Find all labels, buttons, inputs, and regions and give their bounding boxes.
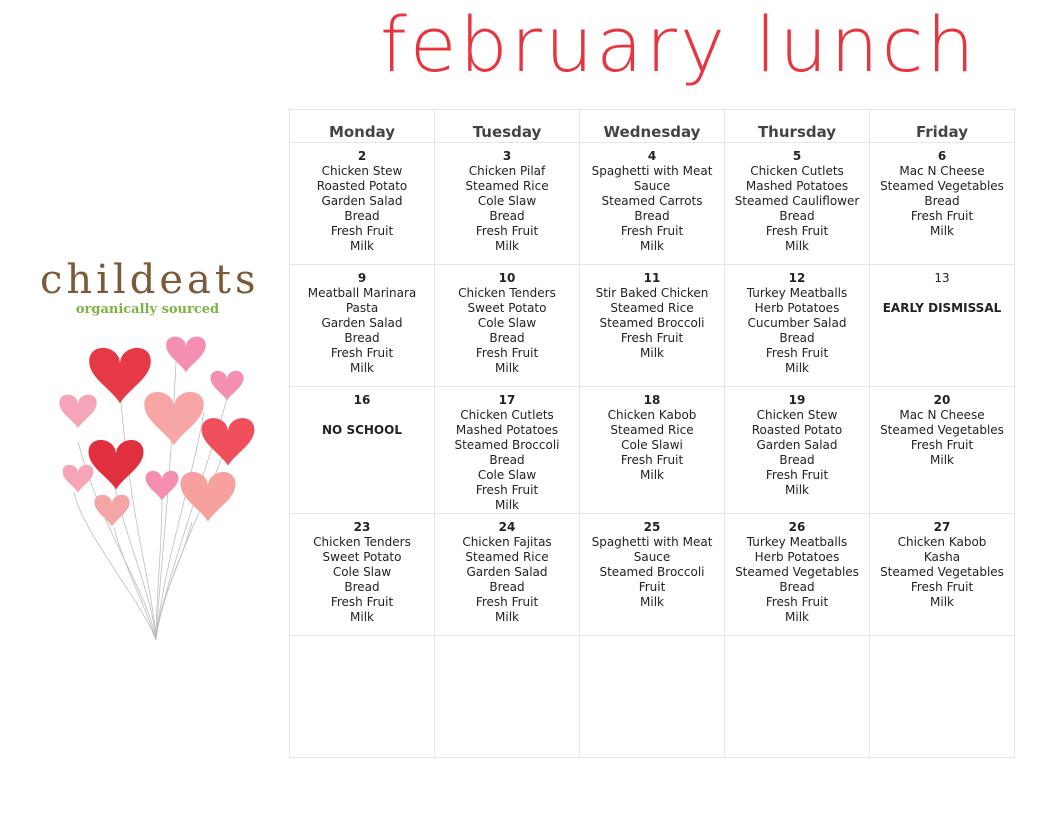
day-header-wednesday: Wednesday [580,110,725,143]
menu-item: Fresh Fruit [475,224,539,238]
day-cell [870,636,1015,758]
heart-balloon-group [59,337,254,527]
menu-item: Bread [489,580,525,594]
day-cell [435,636,580,758]
page-title: february lunch [380,0,978,89]
menu-item: Fresh Fruit [620,453,684,467]
day-cell [435,387,580,514]
menu-item: Milk [495,498,519,512]
day-number: 4 [647,149,657,163]
menu-item: Cole Slaw [477,468,537,482]
menu-item: Bread [344,209,380,223]
brand-tagline: organically sourced [75,302,220,317]
menu-item: Steamed Broccoli [454,438,560,452]
menu-item: Spaghetti with Meat [591,535,713,549]
menu-item: Fresh Fruit [765,224,829,238]
menu-item: Chicken Fajitas [462,535,552,549]
menu-item: Bread [779,331,815,345]
menu-item: Steamed Carrots [601,194,703,208]
day-number: 3 [502,149,512,163]
day-cell [870,143,1015,265]
menu-item: Steamed Vegetables [880,565,1004,579]
menu-item: Sauce [633,179,671,193]
day-number: 12 [788,271,806,285]
menu-item: Chicken Stew [756,408,838,422]
day-cell [870,514,1015,636]
menu-item: Roasted Potato [751,423,843,437]
menu-item: Fresh Fruit [765,595,829,609]
calendar-week-row [290,387,1015,514]
menu-item: Steamed Rice [465,550,549,564]
menu-item: Fresh Fruit [330,595,394,609]
day-number: 16 [353,393,371,407]
menu-item: Milk [350,239,374,253]
menu-item: Sauce [633,550,671,564]
day-cell [725,514,870,636]
day-number: 18 [643,393,661,407]
menu-item: Roasted Potato [316,179,408,193]
menu-item: Cole Slaw [477,194,537,208]
day-cell [580,636,725,758]
menu-item: Milk [930,595,954,609]
calendar-week-row [290,514,1015,636]
day-cell [435,265,580,387]
day-cell [290,143,435,265]
menu-item: Steamed Rice [610,423,694,437]
menu-item: Steamed Broccoli [599,316,705,330]
menu-item: Bread [489,453,525,467]
menu-item: Milk [785,610,809,624]
menu-item: Milk [350,610,374,624]
calendar-header-row [290,110,1015,143]
menu-item: Fresh Fruit [765,468,829,482]
calendar-week-row [290,143,1015,265]
day-cell [870,387,1015,514]
day-number: 24 [498,520,516,534]
day-cell [580,143,725,265]
day-number: 26 [788,520,806,534]
menu-item: Fresh Fruit [620,224,684,238]
day-cell [580,265,725,387]
day-cell [580,514,725,636]
menu-item: Bread [344,580,380,594]
brand-name: childeats [40,257,260,303]
menu-item: Milk [785,239,809,253]
menu-item: Chicken Kabob [897,535,987,549]
day-number: 10 [498,271,516,285]
menu-item: Fresh Fruit [475,595,539,609]
menu-item: Bread [344,331,380,345]
menu-item: Garden Salad [756,438,838,452]
menu-item: Meatball Marinara [307,286,417,300]
lunch-calendar [289,109,1015,758]
menu-item: Garden Salad [321,194,403,208]
menu-item: Chicken Tenders [313,535,411,549]
menu-item: Chicken Kabob [607,408,697,422]
menu-item: Garden Salad [321,316,403,330]
menu-item: Fresh Fruit [765,346,829,360]
day-number: 5 [792,149,802,163]
day-header-monday: Monday [290,110,435,143]
day-cell [290,265,435,387]
menu-item: Milk [495,361,519,375]
day-number: 13 [934,271,950,285]
day-cell [725,143,870,265]
day-number: 9 [357,271,367,285]
menu-item: Fresh Fruit [330,224,394,238]
menu-item: Milk [640,468,664,482]
menu-item: Fresh Fruit [910,580,974,594]
menu-item: Bread [489,331,525,345]
day-note: EARLY DISMISSAL [882,301,1002,315]
menu-item: Fresh Fruit [330,346,394,360]
day-cell [435,143,580,265]
menu-item: Spaghetti with Meat [591,164,713,178]
menu-item: Milk [640,595,664,609]
day-cell [435,514,580,636]
menu-item: Bread [779,580,815,594]
menu-item: Bread [634,209,670,223]
menu-item: Garden Salad [466,565,548,579]
calendar-week-row [290,636,1015,758]
day-cell [290,636,435,758]
day-number: 20 [933,393,951,407]
heart-balloons-illustration [52,332,267,647]
menu-item: Milk [495,239,519,253]
menu-item: Milk [640,346,664,360]
menu-item: Fruit [638,580,666,594]
menu-item: Turkey Meatballs [746,286,848,300]
day-cell [290,514,435,636]
day-number: 19 [788,393,806,407]
menu-item: Milk [930,453,954,467]
calendar-body [290,143,1015,758]
menu-item: Milk [785,483,809,497]
menu-item: Sweet Potato [467,301,547,315]
day-cell [725,636,870,758]
brand-logo [40,257,260,318]
menu-item: Fresh Fruit [475,346,539,360]
menu-item: Steamed Vegetables [880,423,1004,437]
day-cell [580,387,725,514]
day-number: 6 [937,149,947,163]
day-number: 2 [357,149,367,163]
menu-item: Bread [779,209,815,223]
menu-item: Steamed Broccoli [599,565,705,579]
menu-item: Turkey Meatballs [746,535,848,549]
menu-item: Milk [495,610,519,624]
menu-item: Cole Slaw [477,316,537,330]
menu-item: Milk [930,224,954,238]
menu-item: Bread [489,209,525,223]
day-number: 23 [353,520,371,534]
day-number: 11 [643,271,661,285]
day-header-friday: Friday [870,110,1015,143]
menu-item: Cucumber Salad [747,316,847,330]
menu-item: Kasha [923,550,961,564]
menu-item: Cole Slaw [332,565,392,579]
menu-item: Steamed Rice [610,301,694,315]
menu-item: Steamed Vegetables [735,565,859,579]
menu-item: Milk [350,361,374,375]
menu-item: Fresh Fruit [620,331,684,345]
day-header-thursday: Thursday [725,110,870,143]
menu-item: Steamed Rice [465,179,549,193]
day-header-tuesday: Tuesday [435,110,580,143]
menu-item: Fresh Fruit [475,483,539,497]
menu-item: Chicken Pilaf [468,164,546,178]
menu-item: Chicken Stew [321,164,403,178]
menu-item: Mashed Potatoes [745,179,849,193]
day-cell [725,265,870,387]
menu-item: Pasta [345,301,379,315]
menu-item: Milk [640,239,664,253]
menu-item: Cole Slawi [621,438,683,452]
day-note: NO SCHOOL [322,423,402,437]
menu-item: Bread [779,453,815,467]
day-number: 25 [643,520,661,534]
menu-item: Chicken Cutlets [750,164,844,178]
menu-item: Mac N Cheese [899,164,985,178]
menu-item: Sweet Potato [322,550,402,564]
menu-item: Steamed Cauliflower [734,194,860,208]
day-cell [290,387,435,514]
menu-item: Steamed Vegetables [880,179,1004,193]
day-cell [870,265,1015,387]
menu-item: Fresh Fruit [910,209,974,223]
day-number: 27 [933,520,951,534]
menu-item: Chicken Tenders [458,286,556,300]
day-cell [725,387,870,514]
menu-item: Chicken Cutlets [460,408,554,422]
menu-item: Fresh Fruit [910,438,974,452]
menu-item: Milk [785,361,809,375]
menu-item: Mac N Cheese [899,408,985,422]
menu-item: Stir Baked Chicken [595,286,709,300]
day-number: 17 [498,393,516,407]
menu-item: Herb Potatoes [754,301,840,315]
menu-item: Herb Potatoes [754,550,840,564]
calendar-week-row [290,265,1015,387]
menu-item: Bread [924,194,960,208]
menu-item: Mashed Potatoes [455,423,559,437]
